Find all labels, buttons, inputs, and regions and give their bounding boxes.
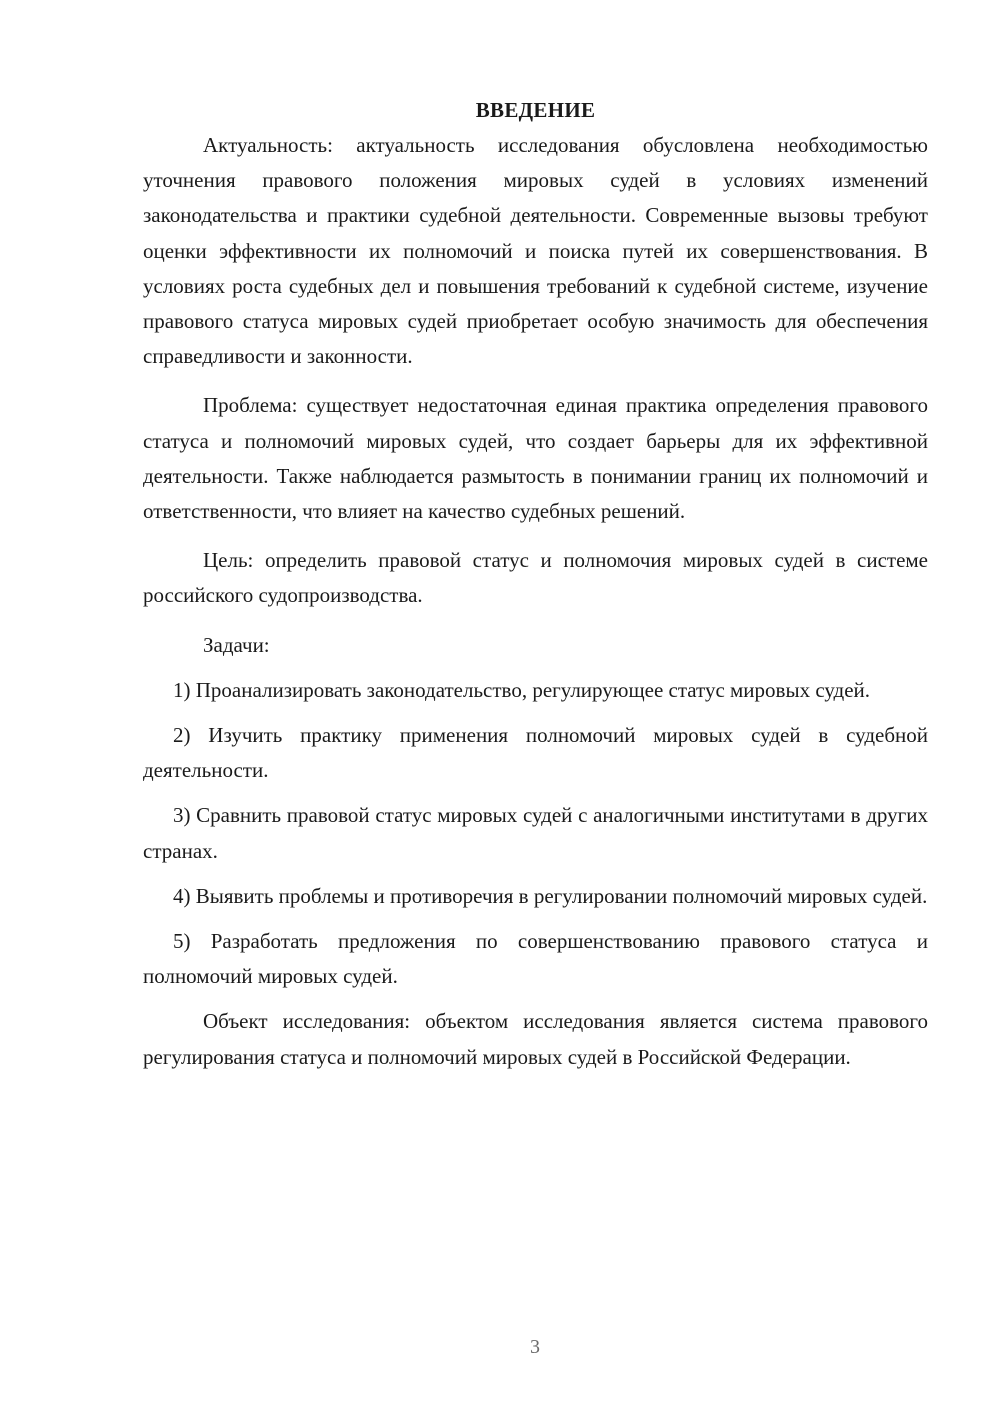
task-item: 1) Проанализировать законодательство, регулирующее статус мировых судей. [173,677,871,702]
section-title: ВВЕДЕНИЕ [475,98,596,122]
relevance-paragraph: Актуальность: актуальность исследования обусловлена необходимостью уточнения правового положения мировых судей в условиях изменений законодательства и практики судебной деятельности. Современные вызовы требуют оценки эффективности их полномочий и поиска путей их совершенствования. В условиях роста судебных дел и повышения требований к судебной системе, изучение правового статуса мировых судей приобретает особую значимость для обеспечения справедливости и законности. [143,133,928,369]
tasks-heading: Задачи: [203,632,270,657]
goal-paragraph: Цель: определить правовой статус и полномочия мировых судей в системе российского судопроизводства. [143,548,928,608]
task-item: 5) Разработать предложения по совершенствованию правового статуса и полномочий мировых судей. [143,929,928,989]
task-item: 4) Выявить проблемы и противоречия в регулировании полномочий мировых судей. [173,883,928,908]
page-number: 3 [530,1336,540,1358]
object-paragraph: Объект исследования: объектом исследования является система правового регулирования статуса и полномочий мировых судей в Российской Федерации. [143,1009,928,1069]
page-content [143,93,928,1089]
problem-paragraph: Проблема: существует недостаточная единая практика определения правового статуса и полномочий мировых судей, что создает барьеры для их эффективной деятельности. Также наблюдается размытость в понимании границ их полномочий и ответственности, что влияет на качество судебных решений. [143,393,928,524]
task-item: 2) Изучить практику применения полномочий мировых судей в судебной деятельности. [143,723,928,783]
task-item: 3) Сравнить правовой статус мировых судей с аналогичными институтами в других странах. [143,803,928,863]
